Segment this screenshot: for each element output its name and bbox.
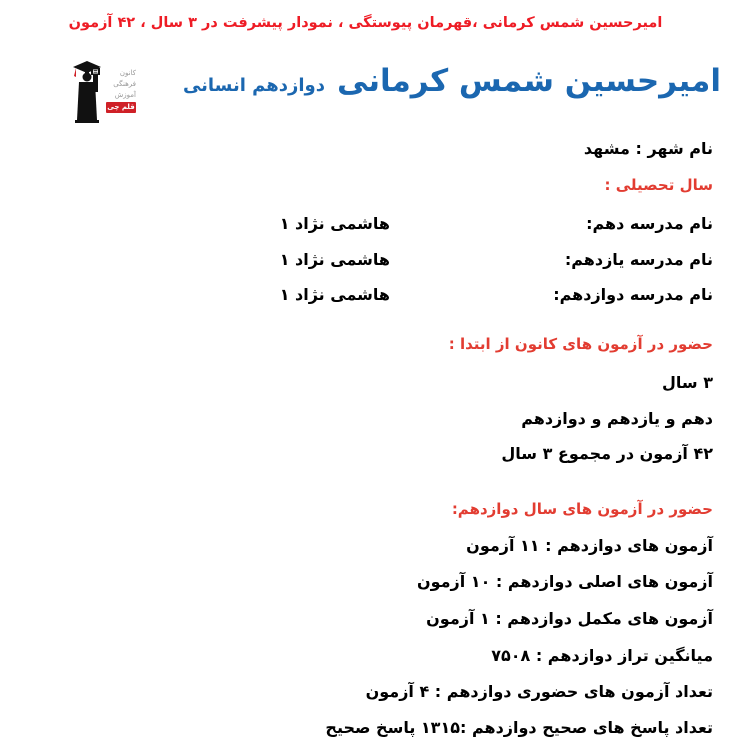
school-value: هاشمی نژاد ۱ <box>279 285 390 304</box>
attendance-grades: دهم و یازدهم و دوازدهم <box>521 409 713 428</box>
school-label: نام مدرسه یازدهم: <box>564 250 713 269</box>
school-label: نام مدرسه دهم: <box>586 214 713 233</box>
school-value: هاشمی نژاد ۱ <box>279 214 390 233</box>
twelfth-exams-count: آزمون های دوازدهم : ۱۱ آزمون <box>466 536 713 555</box>
twelfth-inperson-exams: تعداد آزمون های حضوری دوازدهم : ۴ آزمون <box>365 682 713 701</box>
twelfth-main-exams: آزمون های اصلی دوازدهم : ۱۰ آزمون <box>416 572 713 591</box>
student-header <box>183 63 721 99</box>
twelfth-correct-answers: تعداد پاسخ های صحیح دوازدهم :۱۳۱۵ پاسخ صحیح <box>325 718 713 737</box>
twelfth-supplementary-exams: آزمون های مکمل دوازدهم : ۱ آزمون <box>426 609 713 628</box>
logo-org-line1: کانون <box>119 69 136 77</box>
logo-org-line3: آموزش <box>114 91 136 99</box>
school-row-eleventh <box>0 249 731 271</box>
twelfth-section-title: حضور در آزمون های سال دوازدهم: <box>451 500 713 518</box>
logo-text-column <box>106 68 136 113</box>
attendance-years: ۳ سال <box>662 373 713 392</box>
school-label: نام مدرسه دوازدهم: <box>553 285 713 304</box>
academic-year-label: سال تحصیلی : <box>604 176 713 194</box>
school-row-tenth <box>0 213 731 235</box>
logo-badge-ghalamchi: قلم چی <box>107 103 135 111</box>
graduate-icon <box>70 60 104 124</box>
city-line: نام شهر : مشهد <box>583 139 713 158</box>
twelfth-average-score: میانگین تراز دوازدهم : ۷۵۰۸ <box>491 646 713 665</box>
school-value: هاشمی نژاد ۱ <box>279 250 390 269</box>
student-name: امیرحسین شمس کرمانی <box>336 63 721 99</box>
attendance-section-title: حضور در آزمون های کانون از ابتدا : <box>448 335 713 353</box>
kanoon-logo <box>70 60 138 124</box>
student-grade: دوازدهم انسانی <box>182 75 325 96</box>
logo-org-line2: فرهنگی <box>113 80 136 88</box>
attendance-total-exams: ۴۲ آزمون در مجموع ۳ سال <box>501 444 713 463</box>
page-headline: امیرحسین شمس کرمانی ،قهرمان پیوستگی ، نمودار پیشرفت در ۳ سال ، ۴۲ آزمون <box>68 15 663 31</box>
school-row-twelfth <box>0 284 731 306</box>
